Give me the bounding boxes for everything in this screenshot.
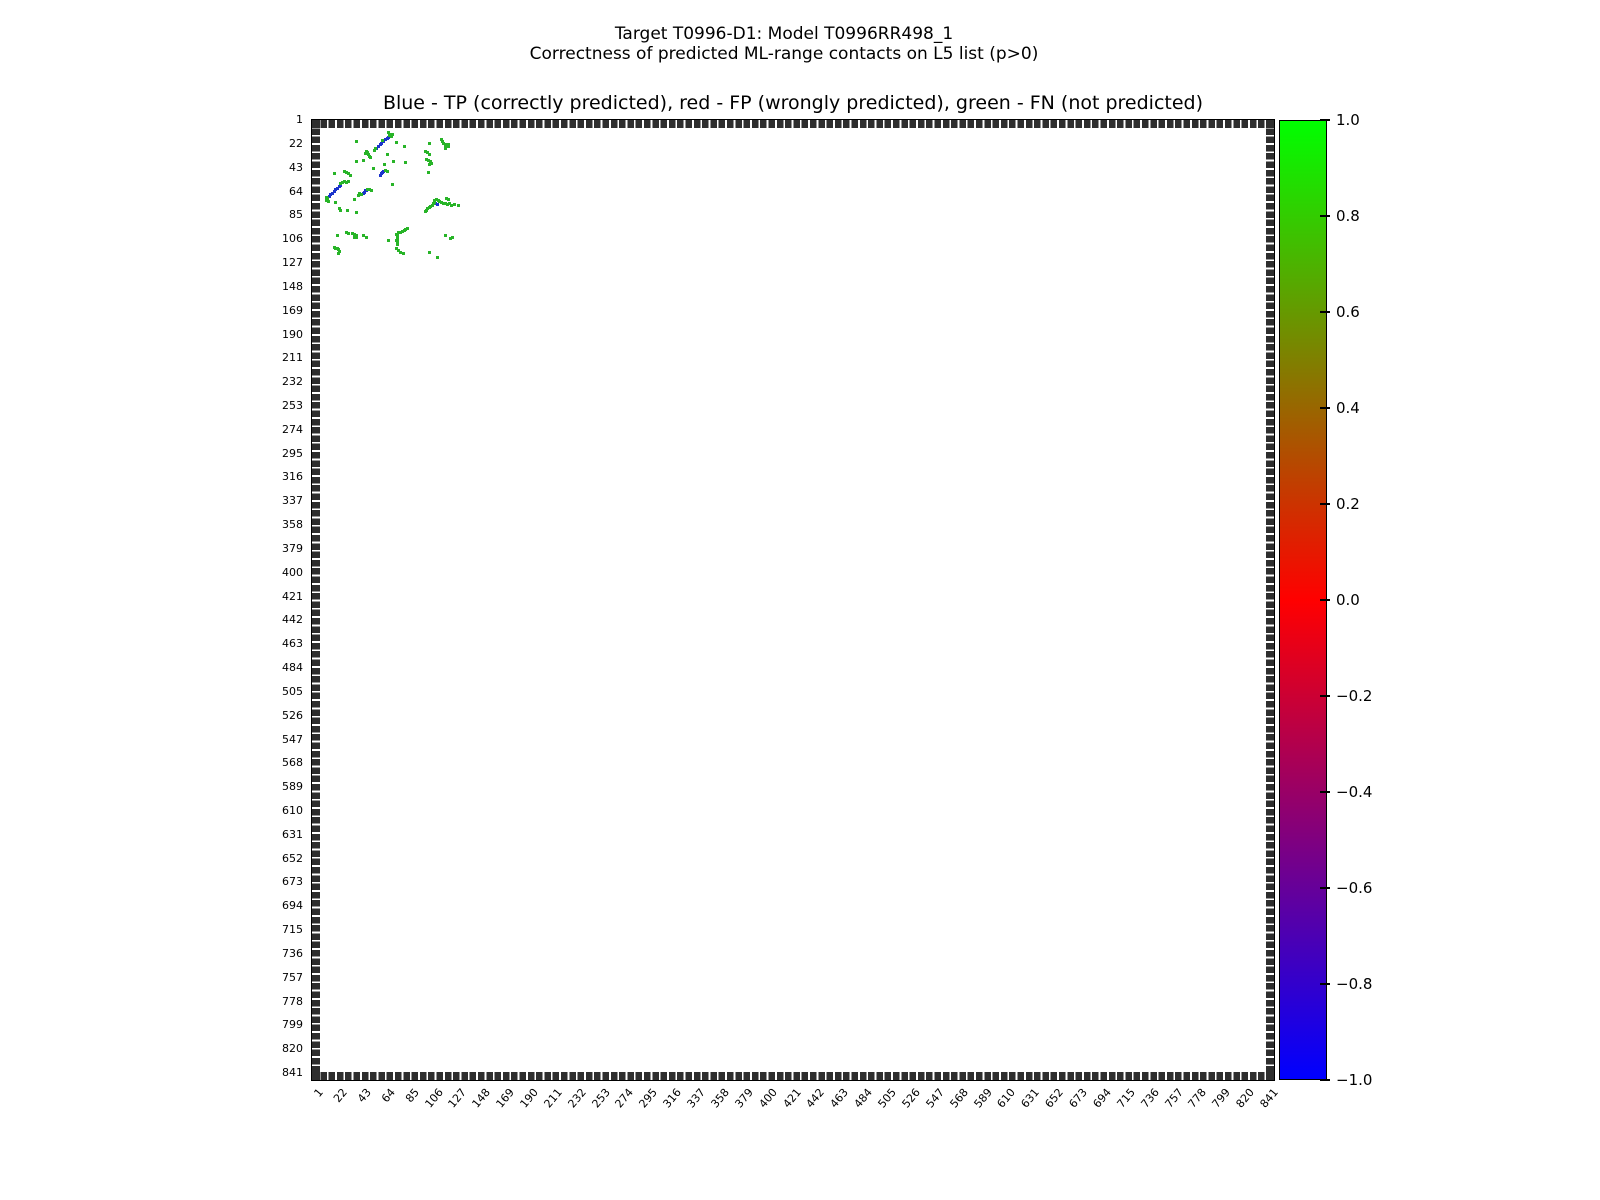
y-tick-label: 631	[282, 827, 303, 841]
y-tick-label: 694	[282, 899, 303, 913]
suptitle-line2: Correctness of predicted ML-range contacts on L5 list (p>0)	[529, 44, 1039, 64]
y-tick-label: 148	[282, 279, 303, 293]
colorbar-tick-mark	[1320, 599, 1330, 601]
data-point	[334, 201, 337, 204]
data-point	[453, 203, 456, 206]
y-tick-label: 1	[296, 113, 303, 127]
y-tick-label: 127	[282, 256, 303, 270]
colorbar-tick-label: −0.4	[1336, 783, 1373, 801]
data-point	[428, 163, 431, 166]
colorbar-tick-label: −0.2	[1336, 687, 1373, 705]
y-tick-label: 841	[282, 1066, 303, 1080]
data-point	[336, 234, 339, 237]
y-tick-label: 85	[289, 208, 303, 222]
colorbar-tick-label: −0.8	[1336, 975, 1373, 993]
y-tick-label: 379	[282, 541, 303, 555]
data-point	[369, 156, 372, 159]
data-point	[392, 160, 395, 163]
data-point	[333, 172, 336, 175]
data-point	[360, 193, 363, 196]
y-tick-label: 358	[282, 518, 303, 532]
data-point	[372, 167, 375, 170]
data-point	[370, 189, 373, 192]
colorbar-tick-label: −0.6	[1336, 879, 1373, 897]
y-tick-label: 505	[282, 684, 303, 698]
y-tick-label: 547	[282, 732, 303, 746]
data-point	[395, 141, 398, 144]
colorbar-tick-label: 1.0	[1336, 111, 1360, 129]
y-tick-label: 652	[282, 851, 303, 865]
data-point	[391, 133, 394, 136]
colorbar-tick-label: 0.2	[1336, 495, 1360, 513]
data-point	[355, 211, 358, 214]
y-tick-label: 778	[282, 994, 303, 1008]
y-tick-label: 22	[289, 136, 303, 150]
data-point	[403, 145, 406, 148]
colorbar-tick-mark	[1320, 695, 1330, 697]
y-tick-label: 589	[282, 780, 303, 794]
colorbar-tick-mark	[1320, 215, 1330, 217]
data-point	[374, 147, 377, 150]
colorbar-tick-mark	[1320, 503, 1330, 505]
colorbar-tick-mark	[1320, 407, 1330, 409]
y-tick-label: 421	[282, 589, 303, 603]
plot-border-top	[312, 120, 1274, 128]
y-tick-label: 232	[282, 375, 303, 389]
data-point	[357, 194, 360, 197]
data-point	[355, 160, 358, 163]
y-tick-label: 106	[282, 232, 303, 246]
y-tick-label: 190	[282, 327, 303, 341]
y-tick-label: 316	[282, 470, 303, 484]
colorbar-tick-mark	[1320, 983, 1330, 985]
suptitle-line1: Target T0996-D1: Model T0996RR498_1	[614, 24, 954, 44]
data-point	[406, 227, 409, 230]
data-point	[428, 142, 431, 145]
y-tick-label: 484	[282, 661, 303, 675]
data-point	[346, 209, 349, 212]
data-point	[447, 198, 450, 201]
data-point	[383, 163, 386, 166]
data-point	[347, 232, 350, 235]
y-tick-label: 463	[282, 637, 303, 651]
colorbar-tick-mark	[1320, 791, 1330, 793]
plot-area	[311, 119, 1275, 1081]
y-tick-label: 274	[282, 422, 303, 436]
data-point	[444, 147, 447, 150]
y-tick-label: 610	[282, 804, 303, 817]
data-point	[404, 161, 407, 164]
plot-border-corner	[312, 120, 320, 128]
colorbar-tick-mark	[1320, 119, 1330, 121]
y-tick-label: 673	[282, 875, 303, 889]
y-tick-label: 337	[282, 494, 303, 508]
y-tick-label: 526	[282, 708, 303, 722]
y-tick-label: 295	[282, 446, 303, 460]
data-point	[387, 239, 390, 242]
plot-border-left	[312, 120, 320, 1080]
colorbar-tick-label: 0.4	[1336, 399, 1360, 417]
colorbar-tick-label: 0.0	[1336, 591, 1360, 609]
colorbar-tick-label: 0.8	[1336, 207, 1360, 225]
y-tick-label: 253	[282, 399, 303, 412]
plot-border-right	[1266, 120, 1274, 1080]
data-point	[451, 236, 454, 239]
y-tick-label: 568	[282, 756, 303, 770]
figure: Target T0996-D1: Model T0996RR498_1 Correctness of predicted ML-range contacts on L5 list (p>0) Blue - TP (correctly predicted), red - FP (wrongly predicted), green - FN (not predicted) 1 22 43 64 85 106 127 148 169 190 211 232 253 274 295 316 337 358 379 400 421 442 463 484 505 526 547 568 589 610 631 652 673 694 715 736 757 778 799 820 841 1 22 43 64 85 106 127 148 169 190 211 232 253 274 295 316 337 358 379 400 421 442 463 484 505 526 547 568 589 610 631 652 673 694 715 736 757 778 799 820 841 1.0 0.8 0.6 0.4 0.2 0.0 −0.2 −0.4 −0.6 −0.8 −1.0	[0, 0, 1600, 1200]
y-tick-label: 169	[282, 303, 303, 317]
figure-suptitle	[0, 24, 1568, 64]
y-tick-label: 442	[282, 613, 303, 627]
plot-border-corner	[312, 1072, 320, 1080]
data-point	[381, 139, 384, 142]
y-tick-label: 757	[282, 970, 303, 984]
y-tick-label: 736	[282, 946, 303, 960]
axes-title: Blue - TP (correctly predicted), red - FP (wrongly predicted), green - FN (not predicted)	[382, 92, 1204, 114]
colorbar-tick-label: −1.0	[1336, 1071, 1373, 1089]
data-point	[339, 209, 342, 212]
data-point	[386, 153, 389, 156]
data-point	[457, 204, 460, 207]
data-point	[396, 243, 399, 246]
data-point	[447, 143, 450, 146]
y-tick-label: 400	[282, 565, 303, 579]
y-tick-label: 211	[282, 351, 303, 365]
plot-border-corner	[1266, 1072, 1274, 1080]
data-point	[353, 198, 356, 201]
data-point	[327, 200, 330, 203]
colorbar-tick-mark	[1320, 1079, 1330, 1081]
data-point	[402, 252, 405, 255]
data-point	[347, 180, 350, 183]
data-point	[388, 133, 391, 136]
y-tick-label: 43	[289, 160, 303, 174]
data-point	[436, 256, 439, 259]
data-point	[355, 140, 358, 143]
data-point	[391, 183, 394, 186]
data-point	[444, 234, 447, 237]
y-tick-label: 715	[282, 923, 303, 937]
data-point	[386, 170, 389, 173]
data-point	[365, 236, 368, 239]
colorbar-tick-label: 0.6	[1336, 303, 1360, 321]
data-point	[349, 174, 352, 177]
colorbar-tick-mark	[1320, 311, 1330, 313]
y-tick-label: 799	[282, 1018, 303, 1032]
y-tick-label: 820	[282, 1042, 303, 1056]
data-point	[427, 171, 430, 174]
data-point	[428, 251, 431, 254]
plot-border-bottom	[312, 1072, 1274, 1080]
data-point	[355, 234, 358, 237]
y-tick-label: 64	[289, 184, 303, 198]
colorbar-tick-mark	[1320, 887, 1330, 889]
data-point	[337, 252, 340, 255]
data-point	[362, 159, 365, 162]
data-point	[428, 153, 431, 156]
plot-border-corner	[1266, 120, 1274, 128]
